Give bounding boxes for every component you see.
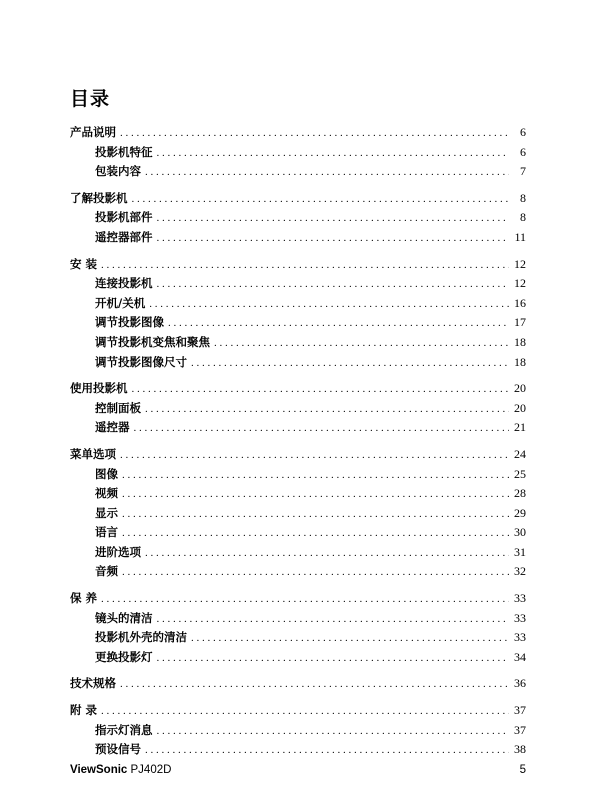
toc-entry-label: 音频 (95, 564, 118, 579)
toc-subentry[interactable] (70, 465, 526, 485)
toc-section (70, 379, 526, 438)
toc-entry-label: 调节投影机变焦和聚焦 (95, 334, 210, 349)
dot-leader (157, 610, 510, 630)
toc-page-number: 6 (520, 144, 526, 159)
dot-leader (145, 544, 509, 564)
toc-entry-label: 控制面板 (95, 400, 141, 415)
toc-entry-label: 显示 (95, 505, 118, 520)
toc-subentry[interactable] (70, 562, 526, 582)
dot-leader (157, 649, 510, 669)
dot-leader (191, 354, 509, 374)
toc-entry-label: 产品说明 (70, 125, 116, 139)
toc-entry-label: 调节投影图像尺寸 (95, 354, 187, 369)
toc-entry-label: 遥控器部件 (95, 229, 153, 244)
toc-page-number: 25 (514, 466, 526, 481)
toc-page-number: 33 (514, 630, 526, 645)
toc-page-number: 30 (514, 525, 526, 540)
toc-entry-label: 开机/关机 (95, 295, 146, 310)
toc-subentry[interactable] (70, 721, 526, 741)
toc-page-number: 12 (514, 276, 526, 291)
toc-page-number: 33 (514, 610, 526, 625)
toc-subentry[interactable] (70, 609, 526, 629)
footer-model: PJ402D (130, 764, 172, 776)
toc-entry[interactable] (70, 123, 526, 143)
toc-entry-label: 包装内容 (95, 164, 141, 179)
toc-subentry[interactable] (70, 228, 526, 248)
toc-page-number: 33 (514, 591, 526, 606)
toc-entry-label: 进阶选项 (95, 544, 141, 559)
toc-entry-label: 附 录 (70, 703, 98, 718)
toc-page-number: 8 (520, 210, 526, 225)
toc-page-number: 24 (514, 446, 526, 461)
toc-page-number: 38 (514, 742, 526, 757)
toc-subentry[interactable] (70, 628, 526, 648)
toc-entry[interactable] (70, 701, 526, 721)
toc-subentry[interactable] (70, 523, 526, 543)
dot-leader (145, 400, 509, 420)
footer-brand: ViewSonic (70, 764, 128, 776)
toc-page-number: 21 (514, 420, 526, 435)
footer-page-number: 5 (519, 764, 526, 776)
toc-page-number: 20 (514, 400, 526, 415)
toc-entry[interactable] (70, 445, 526, 465)
dot-leader (120, 446, 509, 466)
dot-leader (132, 190, 510, 210)
toc-entry[interactable] (70, 189, 526, 209)
page-title: 目录 (70, 88, 111, 110)
dot-leader (145, 741, 509, 761)
toc-page-number: 28 (514, 486, 526, 501)
toc-subentry[interactable] (70, 294, 526, 314)
toc-page-number: 17 (514, 315, 526, 330)
toc-entry-label: 投影机外壳的清洁 (95, 630, 187, 645)
toc-entry-label: 使用投影机 (70, 381, 128, 396)
toc-entry-label: 连接投影机 (95, 276, 153, 291)
dot-leader (101, 702, 509, 722)
toc-entry-label: 语言 (95, 525, 118, 540)
dot-leader (191, 629, 509, 649)
toc-entry-label: 菜单选项 (70, 446, 116, 461)
toc-subentry[interactable] (70, 740, 526, 760)
toc-page-number: 20 (514, 381, 526, 396)
toc-entry-label: 保 养 (70, 591, 98, 606)
toc-page-number: 12 (514, 256, 526, 271)
toc-entry-label: 遥控器 (95, 420, 130, 435)
toc-subentry[interactable] (70, 484, 526, 504)
dot-leader (157, 229, 510, 249)
toc-page-number: 36 (514, 676, 526, 691)
toc-entry[interactable] (70, 589, 526, 609)
toc-page-number: 11 (514, 229, 526, 244)
toc-subentry[interactable] (70, 399, 526, 419)
toc-entry-label: 更换投影灯 (95, 649, 153, 664)
toc-section (70, 589, 526, 667)
toc-section (70, 674, 526, 694)
footer-product (70, 764, 171, 776)
dot-leader (122, 485, 509, 505)
toc-page-number: 32 (514, 564, 526, 579)
toc-subentry[interactable] (70, 143, 526, 163)
toc-entry-label: 预设信号 (95, 742, 141, 757)
toc-entry-label: 投影机部件 (95, 210, 153, 225)
dot-leader (120, 124, 509, 144)
toc-section (70, 123, 526, 182)
toc-subentry[interactable] (70, 543, 526, 563)
toc-page-number: 7 (520, 164, 526, 179)
toc-page-number: 6 (520, 125, 526, 139)
toc-entry-label: 了解投影机 (70, 190, 128, 205)
toc-subentry[interactable] (70, 208, 526, 228)
toc-entry[interactable] (70, 674, 526, 694)
toc-page-number: 18 (514, 354, 526, 369)
toc-subentry[interactable] (70, 313, 526, 333)
toc-subentry[interactable] (70, 274, 526, 294)
dot-leader (122, 563, 509, 583)
dot-leader (132, 380, 510, 400)
toc-subentry[interactable] (70, 504, 526, 524)
table-of-contents (70, 123, 526, 767)
dot-leader (168, 314, 509, 334)
toc-section (70, 701, 526, 760)
toc-subentry[interactable] (70, 418, 526, 438)
toc-entry-label: 投影机特征 (95, 144, 153, 159)
dot-leader (122, 466, 509, 486)
toc-page-number: 37 (514, 703, 526, 718)
toc-page-number: 18 (514, 334, 526, 349)
toc-entry-label: 调节投影图像 (95, 315, 164, 330)
toc-subentry[interactable] (70, 648, 526, 668)
toc-subentry[interactable] (70, 333, 526, 353)
toc-section (70, 255, 526, 373)
dot-leader (157, 722, 510, 742)
dot-leader (120, 675, 509, 695)
toc-entry[interactable] (70, 379, 526, 399)
toc-page-number: 31 (514, 544, 526, 559)
toc-entry-label: 安 装 (70, 256, 98, 271)
dot-leader (122, 505, 509, 525)
dot-leader (157, 144, 510, 164)
toc-page-number: 8 (520, 190, 526, 205)
dot-leader (149, 295, 509, 315)
toc-page-number: 16 (514, 295, 526, 310)
dot-leader (134, 419, 510, 439)
dot-leader (157, 209, 510, 229)
dot-leader (157, 275, 510, 295)
dot-leader (101, 256, 509, 276)
dot-leader (214, 334, 509, 354)
toc-entry-label: 指示灯消息 (95, 722, 153, 737)
toc-entry-label: 视频 (95, 486, 118, 501)
toc-entry[interactable] (70, 255, 526, 275)
toc-section (70, 189, 526, 248)
dot-leader (101, 590, 509, 610)
toc-subentry[interactable] (70, 162, 526, 182)
toc-section (70, 445, 526, 582)
toc-subentry[interactable] (70, 353, 526, 373)
toc-page-number: 34 (514, 649, 526, 664)
toc-entry-label: 图像 (95, 466, 118, 481)
toc-entry-label: 技术规格 (70, 676, 116, 691)
dot-leader (122, 524, 509, 544)
toc-entry-label: 镜头的清洁 (95, 610, 153, 625)
toc-page-number: 29 (514, 505, 526, 520)
page-footer (70, 764, 526, 776)
toc-page-number: 37 (514, 722, 526, 737)
dot-leader (145, 163, 509, 183)
